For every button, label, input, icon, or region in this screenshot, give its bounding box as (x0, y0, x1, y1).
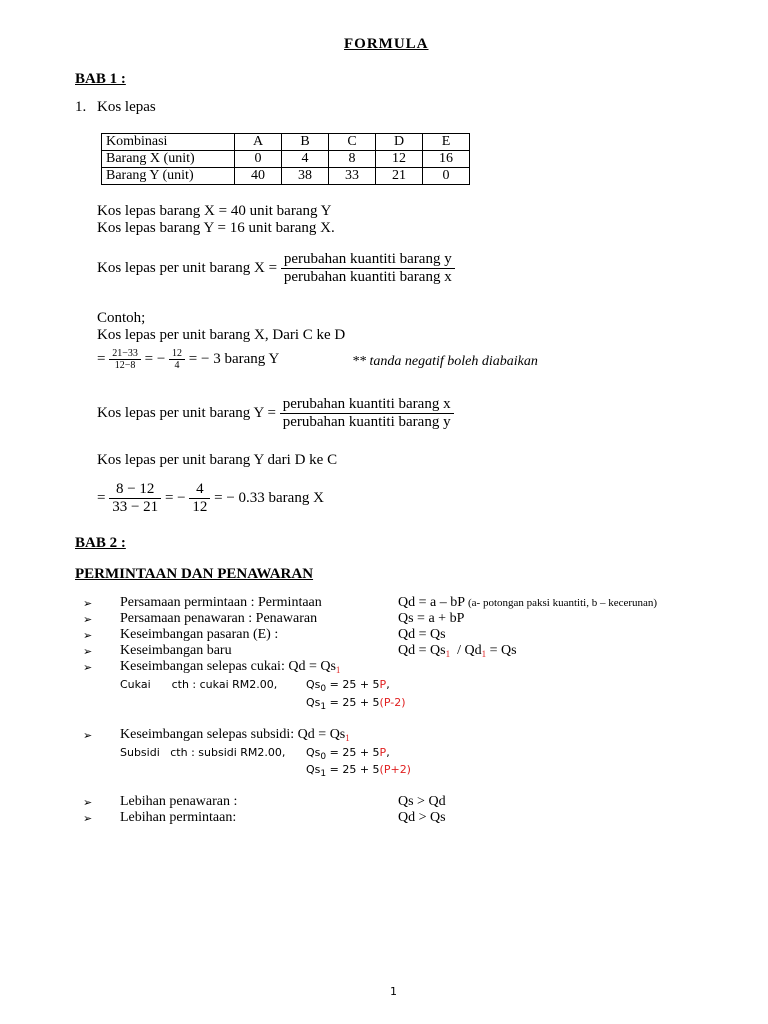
bullet-arrow-icon: ➢ (83, 797, 93, 809)
formula-y (97, 396, 454, 431)
page-title: FORMULA (344, 36, 429, 52)
subscript: 1 (481, 649, 487, 659)
table-cell: 8 (329, 151, 376, 168)
cukai-label-text: Keseimbangan selepas cukai: Qd = Qs (120, 659, 336, 674)
eq-part: Qs (306, 678, 321, 691)
formula-y-fraction (280, 396, 454, 431)
formula-part: / Qd (450, 643, 482, 658)
list-item-formula: Qs = a + bP (398, 611, 465, 626)
d-to-c-line: Kos lepas per unit barang Y dari D ke C (97, 452, 338, 468)
cukai-detail: Cukai cth : cukai RM2.00, (120, 678, 278, 691)
table-header-cell: Kombinasi (102, 134, 235, 151)
calc2-den2: 12 (192, 499, 208, 515)
calc-c-to-d (97, 348, 279, 371)
subscript: 1 (345, 733, 350, 743)
subsidi-eq1 (306, 763, 411, 779)
formula-part: = Qs (486, 643, 517, 658)
subscript: 1 (335, 665, 341, 675)
table-cell: 33 (329, 168, 376, 185)
table-header-cell: B (282, 134, 329, 151)
eq-part: Qs (306, 763, 321, 776)
eq-red-part: P (379, 678, 387, 691)
bab2-subheading: PERMINTAAN DAN PENAWARAN (75, 566, 314, 582)
bullet-arrow-icon: ➢ (83, 813, 93, 825)
bullet-arrow-icon: ➢ (83, 646, 93, 658)
eq-part: = 25 + 5 (326, 763, 380, 776)
eq-part: , (386, 746, 390, 759)
contoh-label: Contoh; (97, 310, 146, 326)
calc2-den1: 33 − 21 (112, 499, 159, 515)
bab2-heading: BAB 2 : (75, 535, 126, 551)
kos-lepas-table (101, 133, 470, 185)
list-item-formula: Qd = Qs (398, 627, 446, 642)
table-header-cell: C (329, 134, 376, 151)
formula-x (97, 251, 455, 286)
eq-red-part: P (379, 746, 387, 759)
negative-note: ** tanda negatif boleh diabaikan (352, 354, 538, 369)
eq-part: , (386, 678, 390, 691)
equals-sign: = (97, 490, 106, 506)
calc1-num1: 21−33 (109, 348, 141, 360)
equals-minus: = − (164, 490, 186, 506)
subsidi-label-text: Keseimbangan selepas subsidi: Qd = Qs (120, 727, 346, 742)
table-cell: 4 (282, 151, 329, 168)
lebihan-penawaran-label: Lebihan penawaran : (120, 794, 238, 809)
subsidi-label (120, 727, 350, 743)
cukai-label (120, 659, 340, 675)
calc1-den2: 4 (174, 360, 180, 371)
cukai-eq0 (306, 678, 390, 694)
list-item-formula (398, 595, 657, 611)
eq-part: Qs (306, 746, 321, 759)
eq-part: = 25 + 5 (326, 746, 380, 759)
formula-y-label: Kos lepas per unit barang Y = (97, 405, 276, 421)
subscript: 0 (320, 752, 327, 762)
table-cell: Barang X (unit) (102, 151, 235, 168)
calc1-den1: 12−8 (114, 360, 136, 371)
kos-lepas-y-line: Kos lepas barang Y = 16 unit barang X. (97, 220, 335, 236)
eq-red-part: (P+2) (379, 763, 411, 776)
bullet-arrow-icon: ➢ (83, 662, 93, 674)
formula-x-fraction (281, 251, 455, 286)
calc1-num2: 12 (169, 348, 185, 360)
formula-x-label: Kos lepas per unit barang X = (97, 260, 278, 276)
subsidi-eq0 (306, 746, 390, 762)
item-number: 1. (75, 99, 87, 115)
calc1-fraction2 (169, 348, 185, 371)
list-item-label: Keseimbangan baru (120, 643, 232, 658)
table-row (102, 151, 470, 168)
table-cell: 38 (282, 168, 329, 185)
calc2-fraction1 (109, 481, 161, 516)
formula-x-numerator: perubahan kuantiti barang y (281, 251, 455, 269)
calc1-result: = − 3 barang Y (188, 351, 280, 367)
lebihan-permintaan-formula: Qd > Qs (398, 810, 446, 825)
subsidi-detail: Subsidi cth : subsidi RM2.00, (120, 746, 286, 759)
table-cell: 16 (423, 151, 470, 168)
table-row (102, 168, 470, 185)
lebihan-penawaran-formula: Qs > Qd (398, 794, 446, 809)
bullet-arrow-icon: ➢ (83, 598, 93, 610)
table-cell: 40 (235, 168, 282, 185)
list-item-label: Keseimbangan pasaran (E) : (120, 627, 279, 642)
table-cell: 0 (235, 151, 282, 168)
list-item-label: Persamaan permintaan : Permintaan (120, 595, 322, 610)
bullet-arrow-icon: ➢ (83, 730, 93, 742)
eq-red-part: (P-2) (379, 696, 406, 709)
calc2-num2: 4 (189, 481, 210, 499)
equals-sign: = (97, 351, 106, 367)
formula-qd: Qd = a – bP (398, 595, 465, 610)
calc-d-to-c (97, 481, 324, 516)
eq-part: = 25 + 5 (326, 678, 380, 691)
formula-y-numerator: perubahan kuantiti barang x (280, 396, 454, 414)
subscript: 0 (320, 684, 327, 694)
subscript: 1 (320, 702, 327, 712)
table-cell: 12 (376, 151, 423, 168)
table-header-row (102, 134, 470, 151)
table-cell: Barang Y (unit) (102, 168, 235, 185)
table-cell: 0 (423, 168, 470, 185)
formula-note: (a- potongan paksi kuantiti, b – kecerunan) (468, 597, 658, 609)
kos-lepas-x-line: Kos lepas barang X = 40 unit barang Y (97, 203, 332, 219)
table-header-cell: A (235, 134, 282, 151)
formula-x-denominator: perubahan kuantiti barang x (283, 269, 452, 285)
lebihan-permintaan-label: Lebihan permintaan: (120, 810, 237, 825)
bullet-arrow-icon: ➢ (83, 630, 93, 642)
eq-part: Qs (306, 696, 321, 709)
list-item-label: Persamaan penawaran : Penawaran (120, 611, 318, 626)
bullet-arrow-icon: ➢ (83, 614, 93, 626)
calc2-result: = − 0.33 barang X (214, 490, 324, 506)
calc1-fraction1 (109, 348, 141, 371)
subscript: 1 (445, 649, 451, 659)
subscript: 1 (320, 769, 327, 779)
calc2-num1: 8 − 12 (109, 481, 161, 499)
cukai-eq1 (306, 696, 406, 712)
equals-minus: = − (144, 351, 166, 367)
table-header-cell: D (376, 134, 423, 151)
item-label: Kos lepas (97, 99, 156, 115)
calc2-fraction2 (189, 481, 210, 516)
eq-part: = 25 + 5 (326, 696, 380, 709)
list-item-formula (398, 643, 517, 659)
table-cell: 21 (376, 168, 423, 185)
formula-part: Qd = Qs (398, 643, 446, 658)
formula-y-denominator: perubahan kuantiti barang y (282, 414, 451, 430)
bab1-heading: BAB 1 : (75, 71, 126, 87)
contoh-line: Kos lepas per unit barang X, Dari C ke D (97, 327, 346, 343)
table-header-cell: E (423, 134, 470, 151)
page-number: 1 (390, 985, 397, 998)
